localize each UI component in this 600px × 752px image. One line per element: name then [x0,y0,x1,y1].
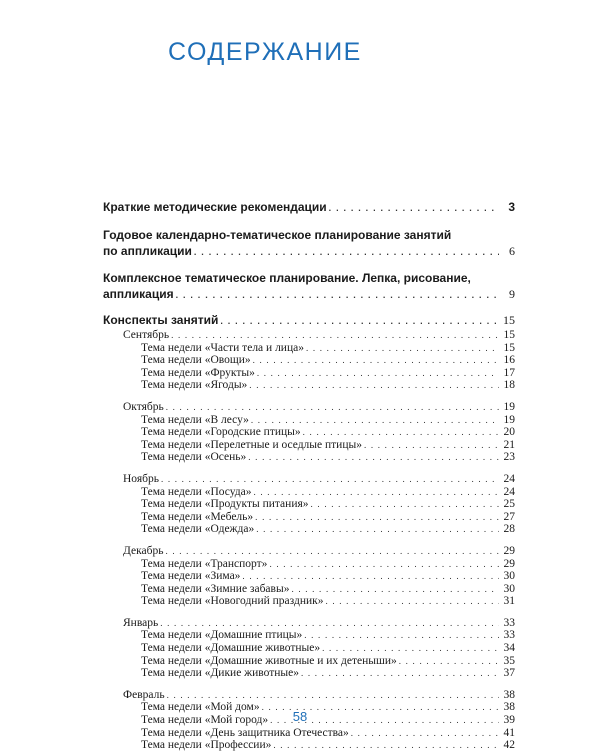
toc-month-label: Ноябрь [123,472,159,485]
toc-theme-entry[interactable] [103,595,515,608]
toc-page-number: 17 [503,366,515,379]
dot-leader [303,426,499,439]
toc-section-lesson-notes[interactable] [103,313,515,329]
toc-theme-entry[interactable] [103,667,515,680]
toc-theme-label: Тема недели «Овощи» [141,354,251,367]
page-number: 58 [292,709,308,724]
toc-section-label: Краткие методические рекомендации [103,200,327,214]
page-title: СОДЕРЖАНИЕ [168,38,362,66]
toc-page-number: 19 [503,400,515,413]
toc-theme-label: Тема недели «В лесу» [141,413,249,426]
toc-section-label-line1: Комплексное тематическое планирование. Лепка, рисование, [103,271,471,285]
toc-page-number: 25 [503,498,515,511]
toc-theme-entry[interactable] [103,486,515,499]
dot-leader [165,545,499,558]
toc-theme-entry[interactable] [103,629,515,642]
toc-theme-entry[interactable] [103,558,515,571]
toc-theme-entry[interactable] [103,523,515,536]
toc-month-entry[interactable] [103,401,515,414]
toc-page-number: 31 [503,595,515,608]
toc-theme-entry[interactable] [103,426,515,439]
toc-month-entry[interactable] [103,545,515,558]
toc-page-number: 30 [503,570,515,583]
dot-leader [257,367,499,380]
toc-month-entry[interactable] [103,689,515,702]
toc-page-number: 27 [503,510,515,523]
toc-theme-label: Тема недели «Мой город» [141,714,269,727]
toc-theme-entry[interactable] [103,511,515,524]
dot-leader [220,314,499,329]
toc-month-label: Январь [123,616,159,629]
toc-theme-label: Тема недели «Фрукты» [141,366,255,379]
toc-page-number: 24 [503,472,515,485]
toc-theme-entry[interactable] [103,354,515,367]
toc-theme-label: Тема недели «День защитника Отечества» [141,726,349,739]
toc-theme-label: Тема недели «Осень» [141,451,247,464]
toc-page-number: 37 [503,667,515,680]
dot-leader [325,595,499,608]
dot-leader [253,354,499,367]
dot-leader [171,329,499,342]
dot-leader [364,439,499,452]
dot-leader [194,245,499,261]
toc-theme-label: Тема недели «Городские птицы» [141,426,301,439]
toc-page-number: 33 [503,629,515,642]
toc-page-number: 16 [503,354,515,367]
dot-leader [242,570,499,583]
toc-page-number: 3 [508,200,515,214]
toc-theme-entry[interactable] [103,570,515,583]
dot-leader [291,583,499,596]
dot-leader [269,558,499,571]
toc-month-label: Декабрь [123,544,164,557]
toc-theme-label: Тема недели «Мебель» [141,510,254,523]
toc-page-number: 6 [509,243,515,258]
dot-leader [306,342,499,355]
toc-theme-label: Тема недели «Ягоды» [141,379,248,392]
toc-theme-label: Тема недели «Домашние животные» [141,642,321,655]
toc-months [103,329,515,752]
dot-leader [255,511,499,524]
toc-theme-label: Тема недели «Одежда» [141,523,255,536]
toc-page-number: 38 [503,701,515,714]
dot-leader [329,201,499,216]
toc-page-number: 15 [503,341,515,354]
toc-page-number: 20 [503,426,515,439]
toc-theme-entry[interactable] [103,342,515,355]
toc-page-number: 41 [503,726,515,739]
toc-month-label: Февраль [123,688,165,701]
dot-leader [249,379,499,392]
toc-section-label-line2: аппликация [103,286,174,301]
toc-section-annual-plan[interactable] [103,228,515,260]
toc-theme-entry[interactable] [103,379,515,392]
toc-theme-label: Тема недели «Продукты питания» [141,498,309,511]
dot-leader [301,667,499,680]
toc-month-entry[interactable] [103,473,515,486]
toc-page-number: 34 [503,642,515,655]
toc-month-label: Сентябрь [123,329,170,341]
dot-leader [176,288,499,304]
dot-leader [160,617,499,630]
toc-page-number: 29 [503,544,515,557]
toc-page-number: 23 [503,451,515,464]
toc-page-number: 15 [503,329,515,341]
toc-theme-label: Тема недели «Зима» [141,570,241,583]
dot-leader [322,642,499,655]
toc-page-number: 35 [503,654,515,667]
toc-theme-label: Тема недели «Перелетные и оседлые птицы» [141,438,362,451]
toc-month-entry[interactable] [103,329,515,342]
toc-section-label-line1: Годовое календарно-тематическое планирование занятий [103,228,452,242]
dot-leader [256,523,499,536]
dot-leader [166,401,499,414]
toc-page-number: 30 [503,582,515,595]
toc-theme-label: Тема недели «Дикие животные» [141,667,299,680]
toc-page-number: 19 [503,413,515,426]
toc-page-number: 42 [503,739,515,752]
toc-theme-label: Тема недели «Части тела и лица» [141,341,304,354]
toc-month-entry[interactable] [103,617,515,630]
toc-theme-entry[interactable] [103,367,515,380]
toc-theme-label: Тема недели «Домашние животные и их детеныши» [141,654,397,667]
toc-theme-label: Тема недели «Посуда» [141,485,252,498]
toc-page-number: 38 [503,688,515,701]
dot-leader [253,486,499,499]
toc-theme-entry[interactable] [103,451,515,464]
toc-page-number: 39 [503,714,515,727]
toc-theme-label: Тема недели «Домашние птицы» [141,629,303,642]
toc-theme-label: Тема недели «Мой дом» [141,701,260,714]
dot-leader [251,414,499,427]
toc-section-label-line2: по аппликации [103,243,192,258]
dot-leader [304,629,499,642]
dot-leader [161,473,499,486]
dot-leader [351,727,499,740]
toc-theme-label: Тема недели «Новогодний праздник» [141,595,324,608]
toc-theme-label: Тема недели «Транспорт» [141,557,268,570]
toc-page-number: 18 [503,379,515,392]
toc-theme-entry[interactable] [103,498,515,511]
toc-section-label: Конспекты занятий [103,313,219,327]
toc-page-number: 15 [503,313,515,327]
toc-theme-entry[interactable] [103,583,515,596]
table-of-contents [103,200,515,752]
toc-section-methodology[interactable] [103,200,515,216]
toc-theme-entry[interactable] [103,439,515,452]
dot-leader [167,689,499,702]
toc-page-number: 29 [503,557,515,570]
toc-theme-label: Тема недели «Профессии» [141,739,272,752]
toc-page-number: 9 [509,286,515,301]
toc-page-number: 28 [503,523,515,536]
toc-month-label: Октябрь [123,400,164,413]
dot-leader [399,655,499,668]
toc-page-number: 24 [503,485,515,498]
dot-leader [248,451,499,464]
toc-page-number: 33 [503,616,515,629]
toc-page-number: 21 [503,438,515,451]
toc-theme-entry[interactable] [103,655,515,668]
toc-theme-entry[interactable] [103,414,515,427]
toc-theme-entry[interactable] [103,642,515,655]
dot-leader [311,498,499,511]
toc-theme-entry[interactable] [103,727,515,740]
toc-theme-label: Тема недели «Зимние забавы» [141,582,290,595]
toc-section-complex-plan[interactable] [103,271,515,303]
